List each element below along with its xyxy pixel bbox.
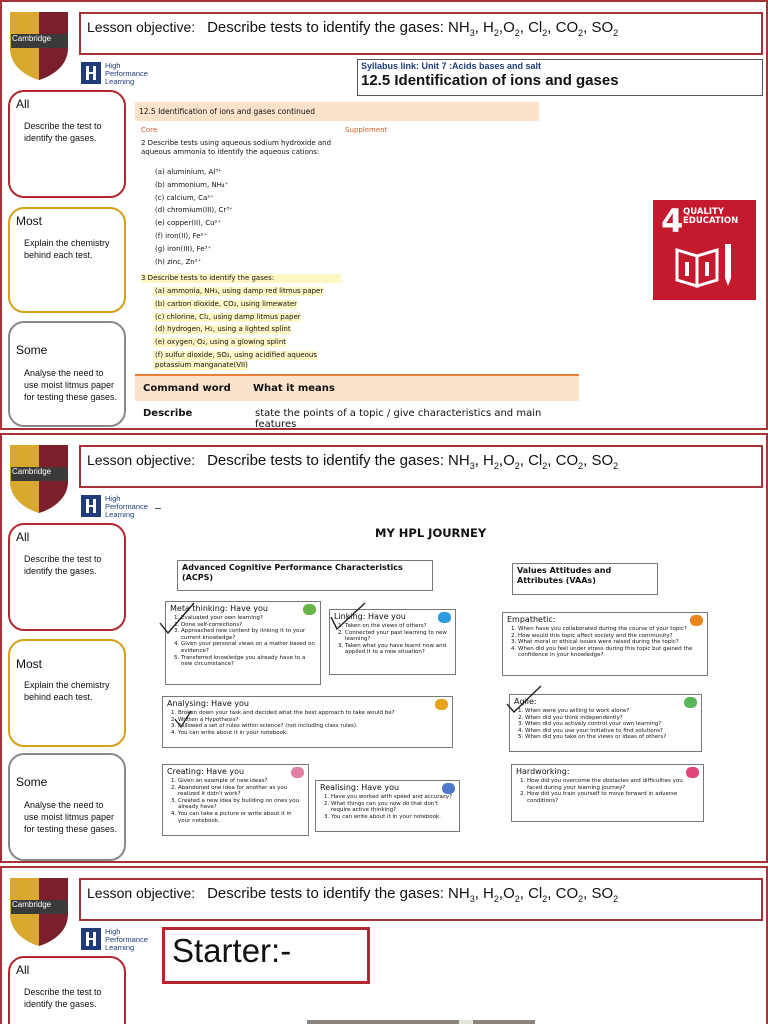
band-most — [8, 639, 126, 747]
command-word: Describe — [143, 408, 193, 419]
band-some-desc: Analyse the need to use moist litmus paper for testing these gases. — [24, 800, 118, 834]
hpl-logo-line: Learning — [105, 77, 135, 86]
sdg-label-line1: QUALITY — [683, 207, 724, 217]
hpl-card-item: 4. You can write about it in your notebook. — [178, 730, 448, 737]
hpl-card-title: Realising: Have you — [320, 783, 400, 792]
command-meaning: state the points of a topic / give characteristics and main features — [255, 408, 542, 430]
objective-fragment: , H — [474, 885, 494, 902]
checkmark-icon — [158, 601, 196, 635]
hpl-title: MY HPL JOURNEY — [375, 526, 487, 540]
hpl-logo-text — [105, 62, 148, 86]
sdg-4-quality-education — [653, 200, 756, 300]
objective-subscript: 2 — [514, 894, 520, 904]
objective-subscript: 2 — [542, 28, 548, 38]
vaas-box — [512, 563, 658, 595]
syllabus-extract — [135, 102, 579, 430]
sdg-label-line2: EDUCATION — [683, 216, 739, 226]
cation-item: (e) copper(II), Cu²⁺ — [155, 219, 222, 228]
gas-item: potassium manganate(VII) — [155, 360, 248, 369]
slide-1 — [0, 0, 768, 430]
objective-fragment: ,O — [498, 452, 515, 469]
acps-label: Advanced Cognitive Performance Characteristics (ACPS) — [182, 563, 403, 582]
starter-box: Starter:- — [162, 927, 370, 984]
cambridge-shield-logo — [8, 876, 70, 948]
cation-item: (b) ammonium, NH₄⁺ — [155, 180, 229, 189]
objective-subscript: 3 — [469, 894, 475, 904]
objective-subscript: 2 — [542, 894, 548, 904]
lesson-objective — [79, 445, 763, 488]
question-3: 3 Describe tests to identify the gases: — [141, 274, 341, 283]
hpl-card-item: 2. Done self-corrections? — [181, 622, 316, 629]
hpl-card-item: 4. When did you use your initiative to find solutions? — [525, 728, 697, 735]
hpl-card-creating — [162, 764, 309, 836]
cation-item: (d) chromium(III), Cr³⁺ — [155, 206, 233, 215]
objective-fragment: , SO — [583, 19, 614, 36]
hpl-card-title: Empathetic: — [507, 615, 556, 624]
gas-item: (b) carbon dioxide, CO₂, using limewater — [155, 299, 298, 308]
objective-fragment: , Cl — [519, 19, 543, 36]
shield-text: Cambridge — [12, 34, 52, 43]
objective-fragment: Describe tests to identify the gases: NH — [207, 19, 470, 36]
slide-3 — [0, 866, 768, 1024]
cation-item: (g) iron(III), Fe³⁺ — [155, 244, 212, 253]
hpl-card-item: 3. Approached new content by linking it to your current knowledge? — [181, 628, 316, 641]
objective-fragment: ,O — [498, 885, 515, 902]
checkmark-icon — [171, 705, 209, 739]
band-all-desc: Describe the test to identify the gases. — [24, 121, 102, 143]
hpl-logo-line: Learning — [105, 510, 135, 519]
hpl-card-title: Agile: — [514, 697, 537, 706]
checkmark-icon — [505, 684, 543, 718]
command-word-header — [135, 374, 579, 401]
cation-item: (f) iron(II), Fe²⁺ — [155, 232, 208, 240]
hpl-card-item: 2. Connected your past learning to new learning? — [345, 630, 451, 643]
objective-fragment: , CO — [547, 885, 579, 902]
band-most-title: Most — [16, 657, 43, 671]
hpl-card-item: 1. Evaluated your own learning? — [181, 615, 316, 622]
objective-subscript: 2 — [578, 461, 584, 471]
band-some — [8, 753, 126, 861]
objective-text — [207, 885, 618, 902]
syllabus-box — [357, 59, 763, 96]
hpl-card-title: Hardworking: — [516, 767, 570, 776]
vaas-label: Values Attitudes and Attributes (VAAs) — [517, 566, 612, 585]
speech-icon — [690, 615, 703, 626]
extract-header: 12.5 Identification of ions and gases continued — [135, 102, 539, 121]
objective-fragment: , H — [474, 452, 494, 469]
hpl-card-title: Linking: Have you — [334, 612, 406, 621]
band-some-desc: Analyse the need to use moist litmus paper for testing these gases. — [24, 368, 118, 402]
objective-subscript: 2 — [613, 894, 619, 904]
objective-subscript: 2 — [613, 28, 619, 38]
hpl-card-item: 5. When did you take on the views or ideas of others? — [525, 734, 697, 741]
band-some-title: Some — [16, 343, 48, 357]
hpl-card-item: 2. When did you think independently? — [525, 715, 697, 722]
objective-subscript: 2 — [493, 461, 499, 471]
objective-fragment: Describe tests to identify the gases: NH — [207, 452, 470, 469]
magnifier-icon — [435, 699, 448, 710]
hpl-logo-line: Performance — [105, 502, 148, 511]
link-icon — [438, 612, 451, 623]
hpl-card-title: Meta thinking: Have you — [170, 604, 268, 613]
bulb-icon — [291, 767, 304, 778]
hpl-card-hardworking — [511, 764, 704, 822]
objective-fragment: Describe tests to identify the gases: NH — [207, 885, 470, 902]
hpl-card-item: 1. When have you collaborated during the course of your topic? — [518, 626, 703, 633]
objective-text — [207, 19, 618, 36]
gas-item: (a) ammonia, NH₃, using damp red litmus paper — [155, 287, 324, 295]
hpl-card-item: 1. Have you worked with speed and accuracy? — [331, 794, 455, 801]
sdg-number: 4 — [661, 202, 684, 240]
objective-subscript: 3 — [469, 28, 475, 38]
band-most-title: Most — [16, 214, 43, 228]
hpl-logo-text — [105, 495, 148, 519]
hpl-card-item: 5. Transferred knowledge you already have to a new circumstance? — [181, 655, 316, 668]
key-icon — [442, 783, 455, 794]
hpl-card-item: 1. Broken down your task and decided what the best approach to take would be? — [178, 710, 448, 717]
hpl-card-item: 3. Created a new idea by building on ones you already have? — [178, 798, 304, 811]
book-pencil-icon — [673, 240, 739, 290]
hpl-logo-line: Learning — [105, 943, 135, 952]
hpl-card-realising — [315, 780, 460, 832]
cambridge-shield-logo — [8, 443, 70, 515]
hpl-card-item: 2. What things can you now do that don't require active thinking? — [331, 801, 455, 814]
shield-text: Cambridge — [12, 900, 52, 909]
cation-item: (c) calcium, Ca²⁺ — [155, 193, 214, 202]
hpl-card-item: 1. Taken on the views of others? — [345, 623, 451, 630]
band-all — [8, 90, 126, 198]
hpl-card-item: 2. Written a Hypothesis? — [178, 717, 448, 724]
objective-subscript: 2 — [578, 894, 584, 904]
syllabus-link: Syllabus link: Unit 7 :Acids bases and salt — [361, 61, 542, 71]
band-all-desc: Describe the test to identify the gases. — [24, 554, 102, 576]
hpl-card-item: 3. When did you actively control your own learning? — [525, 721, 697, 728]
objective-fragment: , SO — [583, 885, 614, 902]
hpl-card-item: 3. What moral or ethical issues were raised during the topic? — [518, 639, 703, 646]
checkmark-icon — [329, 601, 367, 635]
band-all-title: All — [16, 97, 30, 111]
hpl-card-item: 3. You can write about it in your notebook. — [331, 814, 455, 821]
band-some-title: Some — [16, 775, 48, 789]
objective-subscript: 2 — [493, 28, 499, 38]
band-most-desc: Explain the chemistry behind each test. — [24, 680, 110, 702]
objective-label: Lesson objective: — [87, 452, 196, 468]
hpl-logo-line: Performance — [105, 935, 148, 944]
objective-label: Lesson objective: — [87, 19, 196, 35]
band-all — [8, 956, 126, 1024]
starter-image — [307, 1020, 535, 1024]
cation-item: (h) zinc, Zn²⁺ — [155, 257, 202, 266]
band-most — [8, 207, 126, 313]
objective-fragment: , CO — [547, 19, 579, 36]
question-2: 2 Describe tests using aqueous sodium hydroxide and aqueous ammonia to identify the aqueous cations: — [141, 139, 332, 156]
gas-item: (f) sulfur dioxide, SO₂, using acidified aqueous — [155, 351, 317, 359]
syllabus-heading: 12.5 Identification of ions and gases — [361, 72, 619, 89]
sdg-label — [683, 208, 738, 226]
hpl-card-item: 4. Given your personal views on a matter based on evidence? — [181, 641, 316, 654]
acps-box — [177, 560, 433, 591]
band-most-desc: Explain the chemistry behind each test. — [24, 238, 110, 260]
hpl-card-empathetic — [502, 612, 708, 676]
hpl-mark-icon — [81, 62, 101, 84]
hpl-journey-sheet — [157, 508, 723, 830]
objective-subscript: 2 — [493, 894, 499, 904]
band-all-title: All — [16, 530, 30, 544]
hpl-card-item: 2. Abandoned one idea for another as you realized it didn't work? — [178, 785, 304, 798]
climber-icon — [686, 767, 699, 778]
objective-subscript: 2 — [514, 28, 520, 38]
hpl-card-item: 2. How did you train yourself to move forward in adverse conditions? — [527, 791, 699, 804]
gas-item: (c) chlorine, Cl₂, using damp litmus paper — [155, 312, 301, 321]
objective-fragment: , H — [474, 19, 494, 36]
hpl-logo-text — [105, 928, 148, 952]
band-some — [8, 321, 126, 427]
objective-fragment: ,O — [498, 19, 515, 36]
band-all — [8, 523, 126, 631]
hpl-mark-icon — [81, 928, 101, 950]
hpl-logo-line: High — [105, 494, 121, 503]
objective-subscript: 2 — [542, 461, 548, 471]
hpl-card-title: Creating: Have you — [167, 767, 245, 776]
core-label: Core — [141, 126, 158, 134]
objective-fragment: , Cl — [519, 885, 543, 902]
supplement-label: Supplement — [345, 126, 388, 134]
hpl-card-item: 2. How would this topic affect society and the community? — [518, 633, 703, 640]
hpl-card-item: 3. Followed a set of rules within science? (not including class rules). — [178, 723, 448, 730]
objective-subscript: 3 — [469, 461, 475, 471]
objective-subscript: 2 — [578, 28, 584, 38]
cambridge-shield-logo — [8, 10, 70, 82]
lesson-objective — [79, 12, 763, 55]
hpl-logo-line: Performance — [105, 69, 148, 78]
hpl-card-item: 1. When were you willing to work alone? — [525, 708, 697, 715]
gas-item: (d) hydrogen, H₂, using a lighted splint — [155, 325, 291, 334]
band-all-desc: Describe the test to identify the gases. — [24, 987, 102, 1009]
shield-text: Cambridge — [12, 467, 52, 476]
objective-fragment: , Cl — [519, 452, 543, 469]
hpl-mark-icon — [81, 495, 101, 517]
hpl-card-item: 4. You can take a picture or write about it in your notebook. — [178, 811, 304, 824]
cog-icon — [303, 604, 316, 615]
objective-subscript: 2 — [514, 461, 520, 471]
objective-fragment: , SO — [583, 452, 614, 469]
hpl-card-item: 4. When did you feel under stress during this topic but gained the confidence in your knowledge? — [518, 646, 703, 659]
hpl-card-item: 1. How did you overcome the obstacles and difficulties you faced during your learning journey? — [527, 778, 699, 791]
meaning-col: What it means — [253, 383, 335, 394]
cation-item: (a) aluminium, Al³⁺ — [155, 168, 222, 176]
hpl-card-item: 1. Given an example of new ideas? — [178, 778, 304, 785]
command-word-col: Command word — [143, 383, 231, 394]
objective-fragment: , CO — [547, 452, 579, 469]
lesson-objective — [79, 878, 763, 921]
hpl-logo-line: High — [105, 927, 121, 936]
gas-item: (e) oxygen, O₂, using a glowing splint — [155, 338, 287, 347]
objective-text — [207, 452, 618, 469]
objective-label: Lesson objective: — [87, 885, 196, 901]
hpl-logo-line: High — [105, 61, 121, 70]
hpl-card-title: Analysing: Have you — [167, 699, 249, 708]
band-all-title: All — [16, 963, 30, 977]
hpl-card-item: 3. Taken what you have learnt now and applied it to a new situation? — [345, 643, 451, 656]
objective-subscript: 2 — [613, 461, 619, 471]
runner-icon — [684, 697, 697, 708]
